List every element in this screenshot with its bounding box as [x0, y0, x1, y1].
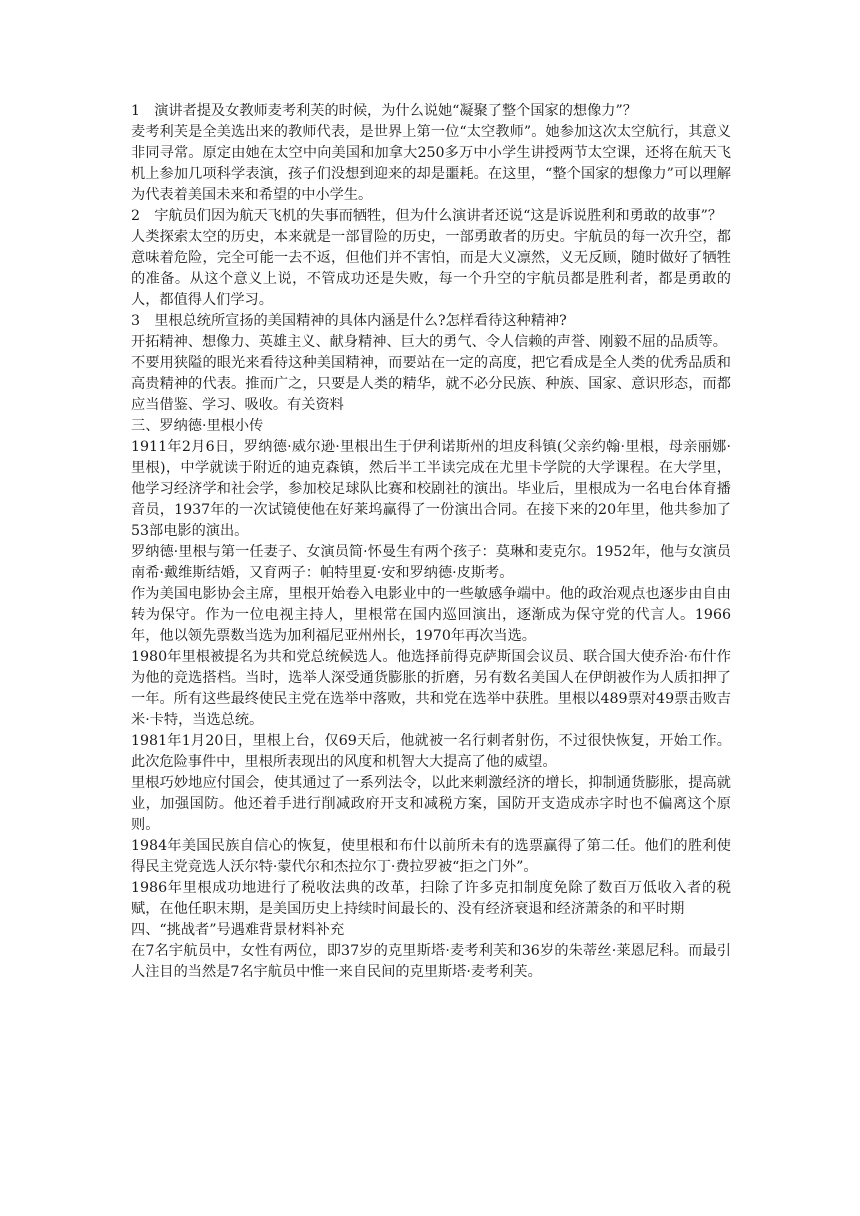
answer-2: 人类探索太空的历史，本来就是一部冒险的历史，一部勇敢者的历史。宇航员的每一次升空，都意味着危险，完全可能一去不返，但他们并不害怕，而是大义凛然，义无反顾，随时做好了牺牲的准备。从这个意义上说，不管成功还是失败，每一个升空的宇航员都是胜利者，都是勇敢的人，都值得人们学习。: [131, 229, 731, 308]
question-2: 2 宇航员们因为航天飞机的失事而牺牲，但为什么演讲者还说“这是诉说胜利和勇敢的故事”？: [131, 208, 723, 224]
challenger-paragraph: 在7名宇航员中，女性有两位，即37岁的克里斯塔·麦考利芙和36岁的朱蒂丝·莱恩尼科。而最引人注目的当然是7名宇航员中惟一来自民间的克里斯塔·麦考利芙。: [131, 943, 731, 980]
bio-paragraph-politics: 作为美国电影协会主席，里根开始卷入电影业中的一些敏感争端中。他的政治观点也逐步由自由转为保守。作为一位电视主持人，里根常在国内巡回演出，逐渐成为保守党的代言人。1966年，他以领先票数当选为加利福尼亚州州长，1970年再次当选。: [131, 586, 731, 644]
answer-3-part-1: 开拓精神、想像力、英雄主义、献身精神、巨大的勇气、令人信赖的声誉、刚毅不屈的品质等。: [131, 334, 727, 350]
answer-3-part-2: 不要用狭隘的眼光来看待这种美国精神，而要站在一定的高度，把它看成是全人类的优秀品质和高贵精神的代表。推而广之，只要是人类的精华，就不必分民族、种族、国家、意识形态，而都应当借鉴、学习、吸收。有关资料: [131, 355, 731, 413]
document-page: [131, 101, 731, 983]
bio-paragraph-1984: 1984年美国民族自信心的恢复，使里根和布什以前所未有的选票赢得了第二任。他们的胜利使得民主党竞选人沃尔特·蒙代尔和杰拉尔丁·费拉罗被“拒之门外”。: [131, 838, 731, 875]
section-heading-reagan-bio: 三、罗纳德·里根小传: [131, 418, 264, 434]
bio-paragraph-1980-election: 1980年里根被提名为共和党总统候选人。他选择前得克萨斯国会议员、联合国大使乔治·布什作为他的竞选搭档。当时，选举人深受通货膨胀的折磨，另有数名美国人在伊朗被作为人质扣押了一年。所有这些最终使民主党在选举中落败，共和党在选举中获胜。里根以489票对49票击败吉米·卡特，当选总统。: [131, 649, 731, 728]
section-heading-challenger: 四、“挑战者”号遇难背景材料补充: [131, 922, 345, 938]
bio-paragraph-family: 罗纳德·里根与第一任妻子、女演员简·怀曼生有两个孩子：莫琳和麦克尔。1952年，他与女演员南希·戴维斯结婚，又育两子：帕特里夏·安和罗纳德·皮斯考。: [131, 544, 731, 581]
bio-paragraph-1981: 1981年1月20日，里根上台，仅69天后，他就被一名行刺者射伤，不过很快恢复，开始工作。此次危险事件中，里根所表现出的风度和机智大大提高了他的威望。: [131, 733, 731, 770]
bio-paragraph-birth: 1911年2月6日，罗纳德·威尔逊·里根出生于伊利诺斯州的坦皮科镇(父亲约翰·里根，母亲丽娜·里根)，中学就读于附近的迪克森镇，然后半工半读完成在尤里卡学院的大学课程。在大学里，他学习经济学和社会学，参加校足球队比赛和校剧社的演出。毕业后，里根成为一名电台体育播音员，1937年的一次试镜使他在好莱坞赢得了一份演出合同。在接下来的20年里，他共参加了53部电影的演出。: [131, 439, 731, 539]
question-1: 1 演讲者提及女教师麦考利芙的时候，为什么说她“凝聚了整个国家的想像力”？: [131, 103, 637, 119]
bio-paragraph-1986: 1986年里根成功地进行了税收法典的改革，扫除了许多克扣制度免除了数百万低收入者的税赋，在他任职末期，是美国历史上持续时间最长的、没有经济衰退和经济萧条的和平时期: [131, 880, 731, 917]
question-3: 3 里根总统所宣扬的美国精神的具体内涵是什么?怎样看待这种精神?: [131, 313, 567, 329]
bio-paragraph-congress: 里根巧妙地应付国会，使其通过了一系列法令，以此来刺激经济的增长，抑制通货膨胀，提高就业，加强国防。他还着手进行削减政府开支和减税方案，国防开支造成赤字时也不偏离这个原则。: [131, 775, 731, 833]
answer-1: 麦考利芙是全美选出来的教师代表，是世界上第一位“太空教师”。她参加这次太空航行，其意义非同寻常。原定由她在太空中向美国和加拿大250多万中小学生讲授两节太空课，还将在航天飞机上参加几项科学表演，孩子们没想到迎来的却是噩耗。在这里，“整个国家的想像力”可以理解为代表着美国未来和希望的中小学生。: [131, 124, 731, 203]
